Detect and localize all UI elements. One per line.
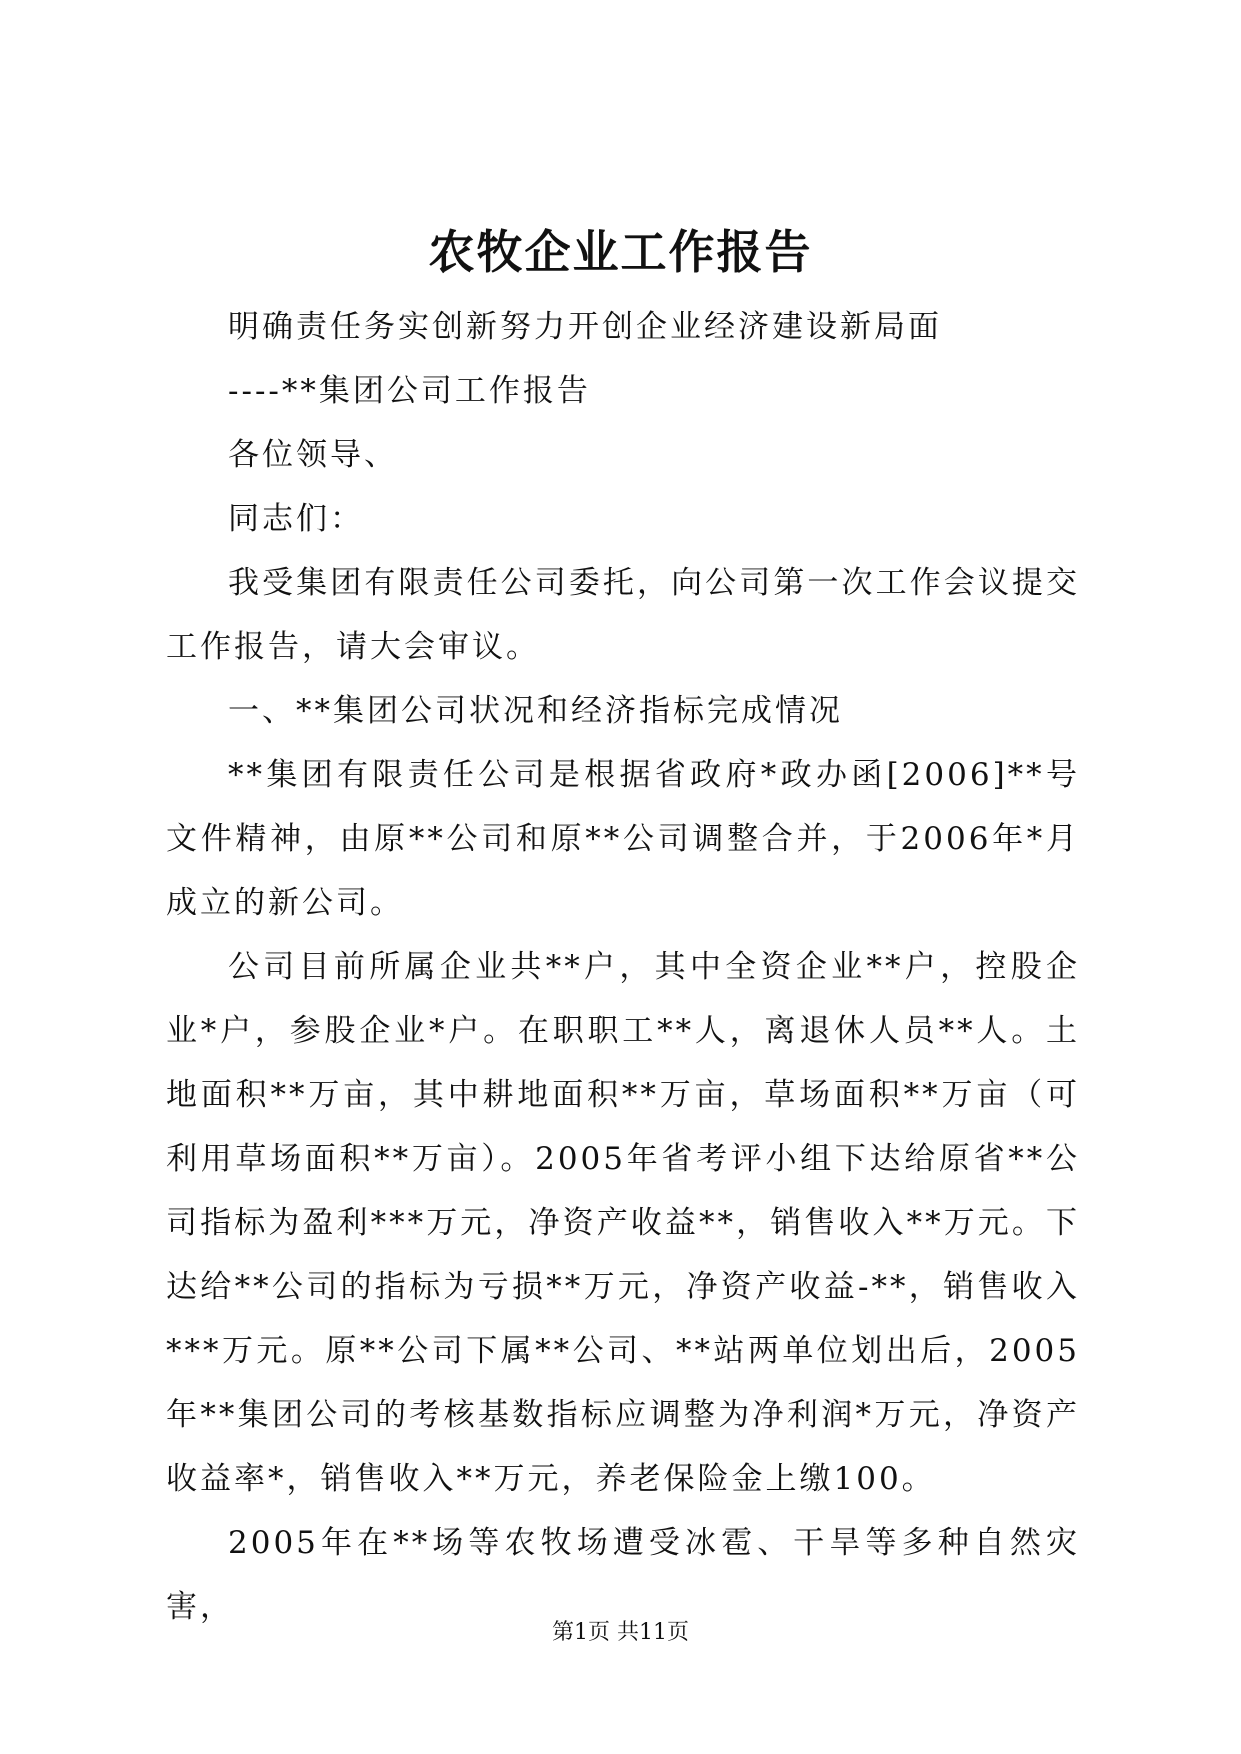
- body-paragraph: 公司目前所属企业共**户，其中全资企业**户，控股企业*户，参股企业*户。在职职工**人，离退休人员**人。土地面积**万亩，其中耕地面积**万亩，草场面积**万亩（可利用草场面积**万亩）。2005年省考评小组下达给原省**公司指标为盈利***万元，净资产收益**，销售收入**万元。下达给**公司的指标为亏损**万元，净资产收益-**，销售收入***万元。原**公司下属**公司、**站两单位划出后，2005年**集团公司的考核基数指标应调整为净利润*万元，净资产收益率*，销售收入**万元，养老保险金上缴100。: [166, 949, 1080, 1497]
- page-footer: 第1页 共11页: [552, 1620, 689, 1645]
- intro-paragraph: 我受集团有限责任公司委托，向公司第一次工作会议提交工作报告，请大会审议。: [166, 565, 1080, 665]
- document-body: [166, 295, 1080, 1639]
- subtitle-paragraph: 明确责任务实创新努力开创企业经济建设新局面: [228, 309, 942, 345]
- salutation-leaders: 各位领导、: [228, 437, 398, 473]
- section-heading-1: 一、**集团公司状况和经济指标完成情况: [228, 693, 843, 729]
- salutation-comrades: 同志们：: [228, 501, 364, 537]
- body-paragraph: 2005年在**场等农牧场遭受冰雹、干旱等多种自然灾害，: [166, 1525, 1080, 1625]
- report-name-paragraph: ----**集团公司工作报告: [228, 373, 591, 409]
- document-title: 农牧企业工作报告: [428, 225, 813, 279]
- body-paragraph: **集团有限责任公司是根据省政府*政办函[2006]**号文件精神，由原**公司和原**公司调整合并，于2006年*月成立的新公司。: [166, 757, 1080, 921]
